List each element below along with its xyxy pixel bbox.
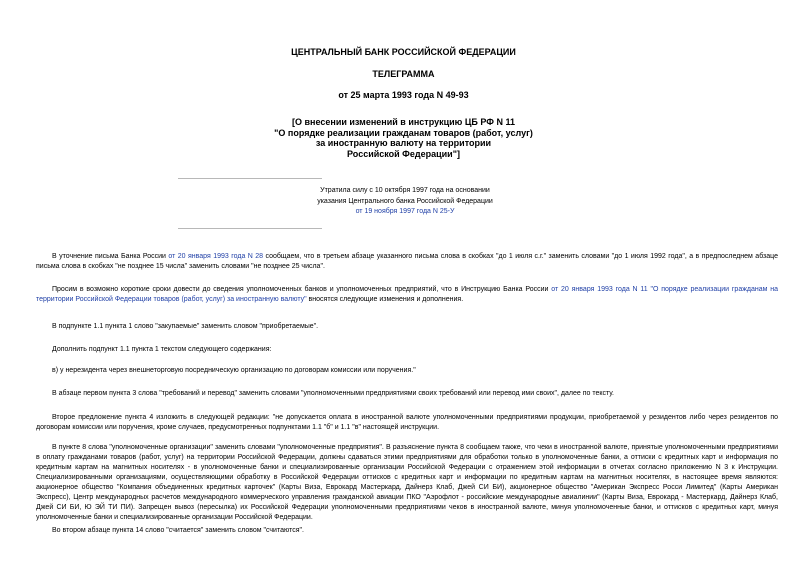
reference-link[interactable]: от 20 января 1993 года N 28 <box>168 253 264 260</box>
body-paragraph: Второе предложение пункта 4 изложить в следующей редакции: "не допускается оплата в иностранной валюте уполномоченными предприятиями продукции, приобретаемой у резидентов либо через резидентов по договорам комиссии или поручения, кроме случаев, предусмотренных подпунктами 1.1 "б" и 1.1 "в" настоящей инструкции. <box>36 414 778 431</box>
paragraph-text: В уточнение письма Банка России <box>52 253 169 260</box>
document-title-line: за иностранную валюту на территории <box>315 138 492 148</box>
body-paragraph <box>36 252 778 272</box>
document-body <box>36 252 779 534</box>
validity-note-line: указания Центрального банка Российской Федерации <box>317 197 493 205</box>
validity-note-line: Утратила силу с 10 октября 1997 года на основании <box>320 187 490 194</box>
body-paragraph: Дополнить подпункт 1.1 пункта 1 текстом следующего содержания: <box>52 346 272 353</box>
body-paragraph <box>36 285 778 305</box>
divider-top <box>178 178 322 179</box>
document-title-line: Российской Федерации"] <box>347 148 460 159</box>
divider-bottom <box>178 228 322 229</box>
body-paragraph: В пункте 8 слова "уполномоченные организации" заменить словами "уполномоченные предприятия". В разъяснение пункта 8 сообщаем также, что чеки в иностранной валюте, принятые уполномоченными предприятиями в оплату гражданами товаров (работ, услуг) на территории Российской Федерации, должны сдаваться этими предприятиями для обработки только в уполномоченные банки, а оттиски с кредитных карт и информация по кредитным картам на магнитных носителях - в уполномоченные банки и специализированные организации Российской Федерации с отражением этой информации в отчетах согласно приложению N 3 к Инструкции. Специализированными организациями, осуществляющими обработку в Российской Федерации оттисков с кредитных карт и информации по кредитным картам на магнитных носителях, в настоящее время являются: акционерное общество "Компания объединенных кредитных карточек" (Карты Виза, Еврокард Мастеркард, Дайнерз Клаб, Джей СИ БИ), акционерное общество "Американ Экспресс Росси Лимитед" (Карты Американ Экспресс), Центр международных расчетов международного коммерческого управления гражданской авиации ПКО "Аэрофлот - российские международные авиалинии" (Карты Виза, Еврокард - Мастеркард, Дайнерз Клаб, Джей СИ БИ, Ю ЭЙ ТИ ПИ). Запрещен вывоз (пересылка) их Российской Федерации уполномоченными предприятиями чеков в иностранной валюте, минуя уполномоченные банки, и оттисков с кредитных карт, минуя уполномоченные банки и специализированные организации Российской Федерации. <box>36 444 778 521</box>
paragraph-text: Просим в возможно короткие сроки довести до сведения уполномоченных банков и уполномоченных предприятий, что в Инструкцию Банка России <box>52 286 552 293</box>
document-title <box>0 117 807 159</box>
paragraph-text: вносятся следующие изменения и дополнения. <box>306 296 464 303</box>
body-paragraph: В подпункте 1.1 пункта 1 слово "закупаемые" заменить словом "приобретаемые". <box>52 323 319 330</box>
document-date-heading: от 25 марта 1993 года N 49-93 <box>338 90 469 100</box>
body-paragraph: Во втором абзаце пункта 14 слово "считается" заменить словом "считаются". <box>52 527 304 534</box>
body-paragraph: в) у нерезидента через внешнеторговую посредническую организацию по договорам комиссии или поручения." <box>52 367 416 374</box>
validity-note-link[interactable]: от 19 ноября 1997 года N 25-У <box>355 208 455 215</box>
document-type-heading: ТЕЛЕГРАММА <box>372 69 435 79</box>
paragraph-text: сообщаем, что в третьем абзаце указанного письма слова в скобках "до 1 июля с.г." заменить словами "до 1 июля 1992 года", а в предпоследнем абзаце письма слова в скобках "не позднее 15 числа" заменить словами "не позднее 25 числа". <box>36 253 778 270</box>
validity-note <box>290 186 520 218</box>
document-title-line: "О порядке реализации гражданам товаров (работ, услуг) <box>274 127 533 138</box>
reference-link[interactable]: от 20 января 1993 года N 11 "О порядке реализации гражданам на территории Российской Федерации товаров (работ, услуг) за иностранную валюту" <box>36 286 779 303</box>
document-title-line: [О внесении изменений в инструкцию ЦБ РФ N 11 <box>292 117 515 127</box>
issuer-heading: ЦЕНТРАЛЬНЫЙ БАНК РОССИЙСКОЙ ФЕДЕРАЦИИ <box>291 47 516 57</box>
body-paragraph: В абзаце первом пункта 3 слова "требований и перевод" заменить словами "уполномоченными предприятиями своих требований или перевод ими своих", далее по тексту. <box>52 390 615 397</box>
